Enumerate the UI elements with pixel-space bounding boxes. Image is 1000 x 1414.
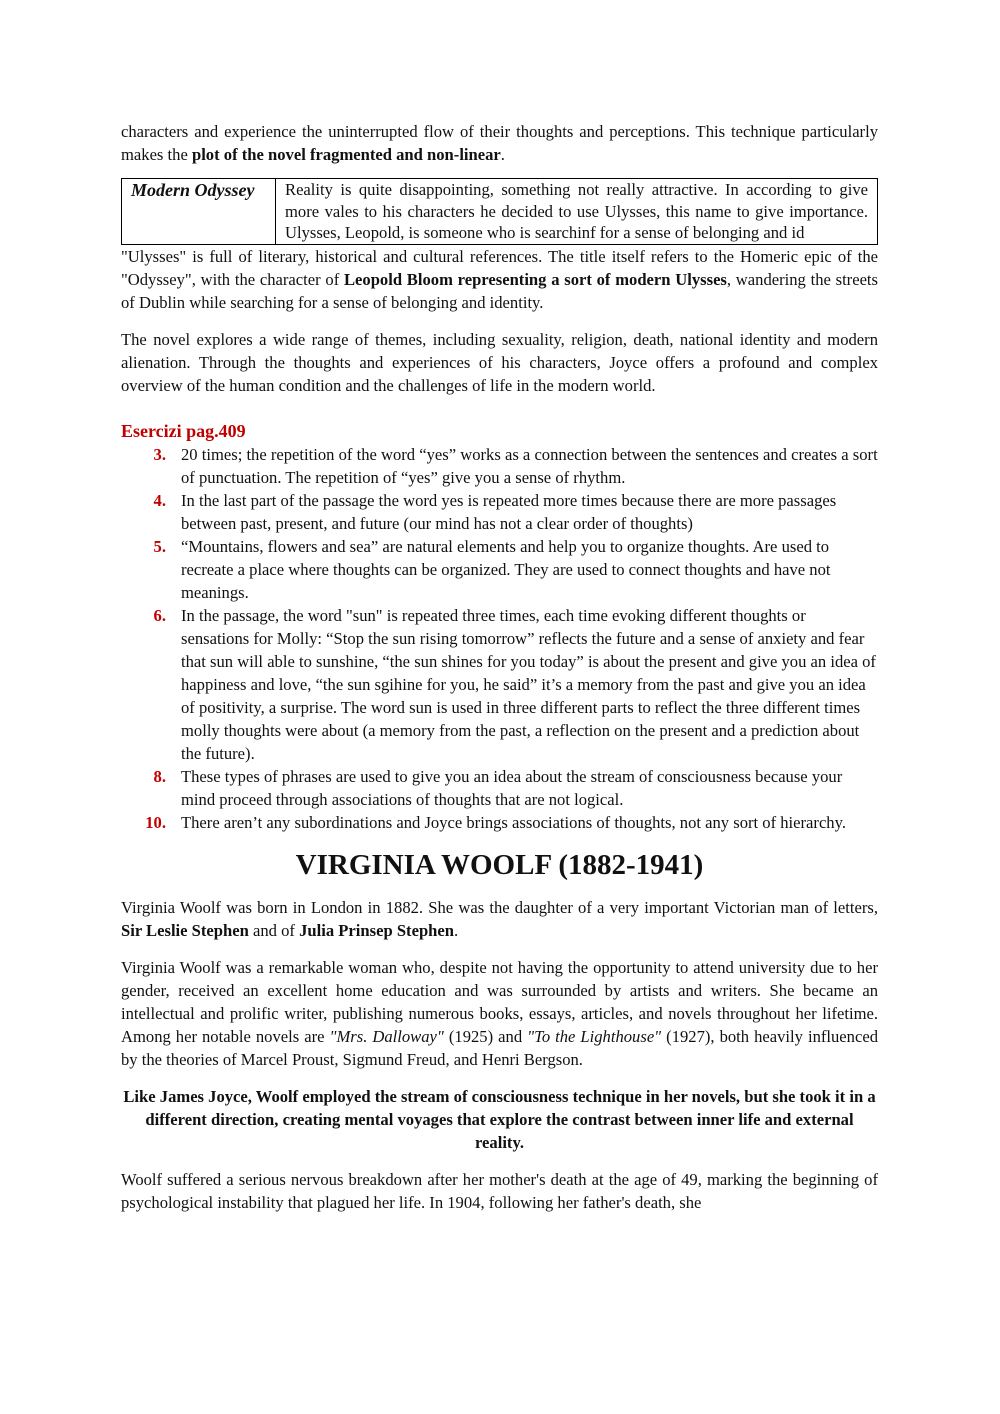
list-item: 3. 20 times; the repetition of the word “yes” works as a connection between the sentences and creates a sort of punctuation. The repetition of “yes” give you a sense of rhythm.	[121, 443, 878, 489]
list-item: 6. In the passage, the word "sun" is repeated three times, each time evoking different thoughts or sensations for Molly: “Stop the sun rising tomorrow” reflects the future and a sense of anxiety and fear that sun will able to sunshine, “the sun shines for you today” is about the present and give you an idea of happiness and love, “the sun sgihine for you, he said” it’s a memory from the past and give you an idea of positivity, a surprise. The word sun is used in three different parts to reflect the three different times molly thoughts were about (a memory from the past, a reflection on the present and a prediction about the future).	[121, 604, 878, 765]
item-number: 3.	[153, 444, 166, 464]
item-number: 6.	[153, 605, 166, 625]
exercises-heading: Esercizi pag.409	[121, 420, 246, 441]
document-page	[121, 120, 878, 1214]
intro-paragraph: characters and experience the uninterrupted flow of their thoughts and perceptions. This technique particularly makes the plot of the novel fragmented and non-linear.	[121, 122, 878, 164]
modern-odyssey-box	[121, 178, 878, 245]
woolf-career-paragraph: Virginia Woolf was a remarkable woman who, despite not having the opportunity to attend university due to her gender, received an excellent home education and was surrounded by artists and writers. She became an intellectual and prolific writer, publishing numerous books, essays, articles, and novels throughout her lifetime. Among her notable novels are "Mrs. Dalloway" (1925) and "To the Lighthouse" (1927), both heavily influenced by the theories of Marcel Proust, Sigmund Freud, and Henri Bergson.	[121, 957, 878, 1069]
woolf-birth-paragraph: Virginia Woolf was born in London in 1882. She was the daughter of a very important Victorian man of letters, Sir Leslie Stephen and of Julia Prinsep Stephen.	[121, 897, 878, 940]
woolf-highlight: Like James Joyce, Woolf employed the stream of consciousness technique in her novels, but she took it in a different direction, creating mental voyages that explore the contrast between inner life and external reality.	[123, 1086, 876, 1152]
note-definition: Reality is quite disappointing, something not really attractive. In according to give more vales to his characters he decided to use Ulysses, this name to give importance. Ulysses, Leopold, is someone who is searchinf for a sense of belonging and id	[276, 179, 878, 245]
list-item: 8. These types of phrases are used to give you an idea about the stream of consciousness because your mind proceed through associations of thoughts that are not logical.	[121, 765, 878, 811]
ulysses-paragraph: "Ulysses" is full of literary, historical and cultural references. The title itself refers to the Homeric epic of the "Odyssey", with the character of Leopold Bloom representing a sort of modern Ulysses, wandering the streets of Dublin while searching for a sense of belonging and identity.	[121, 246, 878, 312]
list-item: 10. There aren’t any subordinations and Joyce brings associations of thoughts, not any sort of hierarchy.	[121, 811, 878, 834]
themes-paragraph: The novel explores a wide range of themes, including sexuality, religion, death, national identity and modern alienation. Through the thoughts and experiences of his characters, Joyce offers a profound and complex overview of the human condition and the challenges of life in the modern world.	[121, 329, 878, 395]
item-number: 10.	[145, 812, 166, 832]
list-item: 4. In the last part of the passage the word yes is repeated more times because there are more passages between past, present, and future (our mind has not a clear order of thoughts)	[121, 489, 878, 535]
item-number: 4.	[153, 490, 166, 510]
woolf-title: VIRGINIA WOOLF (1882-1941)	[295, 848, 704, 881]
woolf-breakdown-paragraph: Woolf suffered a serious nervous breakdown after her mother's death at the age of 49, marking the beginning of psychological instability that plagued her life. In 1904, following her father's death, she	[121, 1169, 878, 1212]
ulysses-bold: Leopold Bloom representing a sort of modern Ulysses	[343, 269, 727, 289]
exercise-answers-list	[121, 443, 878, 834]
list-item: 5. “Mountains, flowers and sea” are natural elements and help you to organize thoughts. Are used to recreate a place where thoughts can be organized. They are used to connect thoughts and have not meanings.	[121, 535, 878, 604]
note-term: Modern Odyssey	[122, 179, 276, 245]
item-number: 5.	[153, 536, 166, 556]
intro-bold: plot of the novel fragmented and non-linear	[191, 145, 501, 164]
item-number: 8.	[153, 766, 166, 786]
